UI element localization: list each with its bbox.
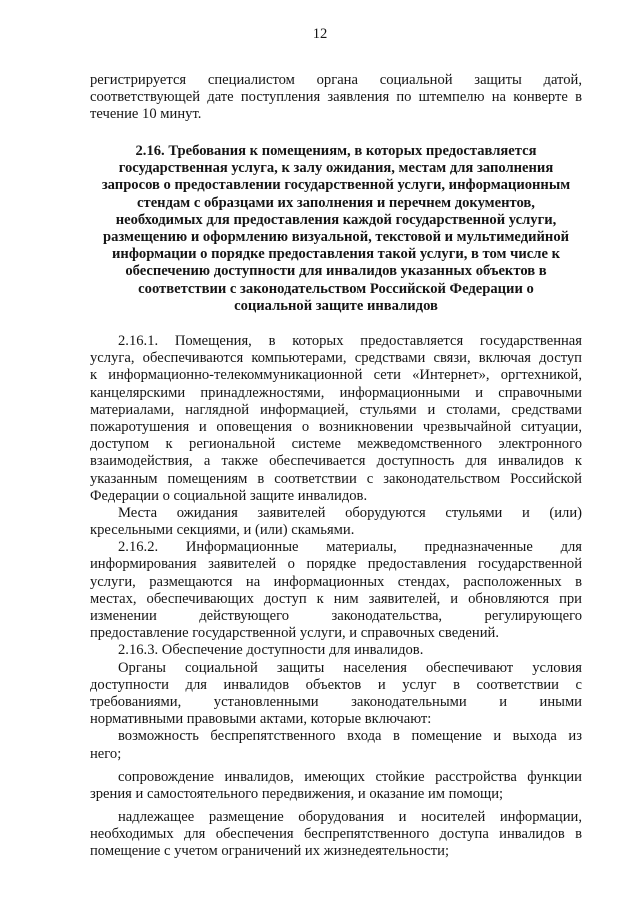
- page-number: 12: [312, 26, 328, 42]
- text-line: соответствующей дате поступления заявления по штемпелю на конверте в: [90, 89, 582, 106]
- text-line: материалами, наглядной информацией, стульями и столами, средствами: [90, 401, 582, 418]
- text-line: указанным помещениям в соответствии с законодательством Российской: [90, 470, 582, 487]
- heading-line: размещению и оформлению визуальной, текстовой и мультимедийной: [102, 228, 570, 245]
- text-line: доступности для инвалидов объектов и услуг в соответствии с: [90, 676, 582, 693]
- text-line: регистрируется специалистом органа социальной защиты датой,: [90, 72, 582, 88]
- heading-line: необходимых для предоставления каждой государственной услуги,: [115, 211, 557, 228]
- text-line: нормативными правовыми актами, которые включают:: [90, 711, 432, 728]
- text-line: Федерации о социальной защите инвалидов.: [90, 487, 368, 504]
- text-line: кресельными секциями, и (или) скамьями.: [90, 522, 355, 539]
- body-text: [90, 333, 582, 861]
- text-line: течение 10 минут.: [90, 106, 202, 123]
- text-line: зрения и самостоятельного передвижения, и оказание им помощи;: [90, 785, 504, 802]
- text-line: к информационно-телекоммуникационной сети «Интернет», оргтехникой,: [90, 367, 582, 384]
- text-line: взаимодействия, а также обеспечивается доступность для инвалидов к: [90, 453, 582, 470]
- text-line: 2.16.1. Помещения, в которых предоставляется государственная: [118, 333, 582, 349]
- heading-line: государственная услуга, к залу ожидания, местам для заполнения: [118, 160, 554, 177]
- heading-line: стендам с образцами их заполнения и перечнем документов,: [137, 194, 535, 211]
- heading-line: социальной защите инвалидов: [234, 297, 438, 314]
- text-line: необходимых для обеспечения беспрепятственного доступа инвалидов в: [90, 826, 582, 843]
- text-line: Органы социальной защиты населения обеспечивают условия: [118, 659, 582, 676]
- text-line: возможность беспрепятственного входа в помещение и выхода из: [118, 728, 582, 745]
- heading-line: 2.16. Требования к помещениям, в которых предоставляется: [135, 143, 537, 159]
- text-line: услуги, размещаются на информационных стендах, расположенных в: [90, 573, 582, 590]
- text-line: сопровождение инвалидов, имеющих стойкие расстройства функции: [118, 768, 582, 785]
- heading-line: обеспечению доступности для инвалидов указанных объектов в: [125, 263, 547, 280]
- heading-line: запросов о предоставлении государственной услуги, информационным: [101, 177, 571, 194]
- text-line: пожаротушения и оповещения о возникновении чрезвычайной ситуации,: [90, 418, 582, 435]
- text-line: изменении действующего законодательства, регулирующего: [90, 608, 582, 624]
- text-line: требованиями, установленными законодательными и иными: [90, 693, 582, 710]
- text-line: Места ожидания заявителей оборудуются стульями и (или): [118, 504, 582, 521]
- text-line: местах, обеспечивающих доступ к ним заявителей, и обновляются при: [90, 590, 582, 607]
- text-line: 2.16.3. Обеспечение доступности для инвалидов.: [118, 642, 424, 659]
- text-line: услуга, обеспечиваются компьютерами, средствами связи, включая доступ: [90, 350, 582, 367]
- text-line: информирования заявителей о порядке предоставления государственной: [90, 556, 582, 573]
- text-line: надлежащее размещение оборудования и носителей информации,: [118, 809, 582, 826]
- heading-line: информации о порядке предоставления такой услуги, в том числе к: [112, 246, 560, 263]
- intro-paragraph: [90, 72, 582, 124]
- text-line: него;: [90, 745, 122, 762]
- text-line: 2.16.2. Информационные материалы, предназначенные для: [118, 539, 582, 556]
- text-line: помещение с учетом ограничений их жизнедеятельности;: [90, 843, 450, 860]
- text-line: предоставление государственной услуги, и справочных сведений.: [90, 625, 499, 642]
- text-line: канцелярскими принадлежностями, информационными и справочными: [90, 384, 582, 401]
- heading-line: соответствии с законодательством Российской Федерации о: [138, 280, 534, 297]
- text-line: доступом к региональной системе межведомственного электронного: [90, 436, 582, 453]
- section-heading: [90, 143, 582, 315]
